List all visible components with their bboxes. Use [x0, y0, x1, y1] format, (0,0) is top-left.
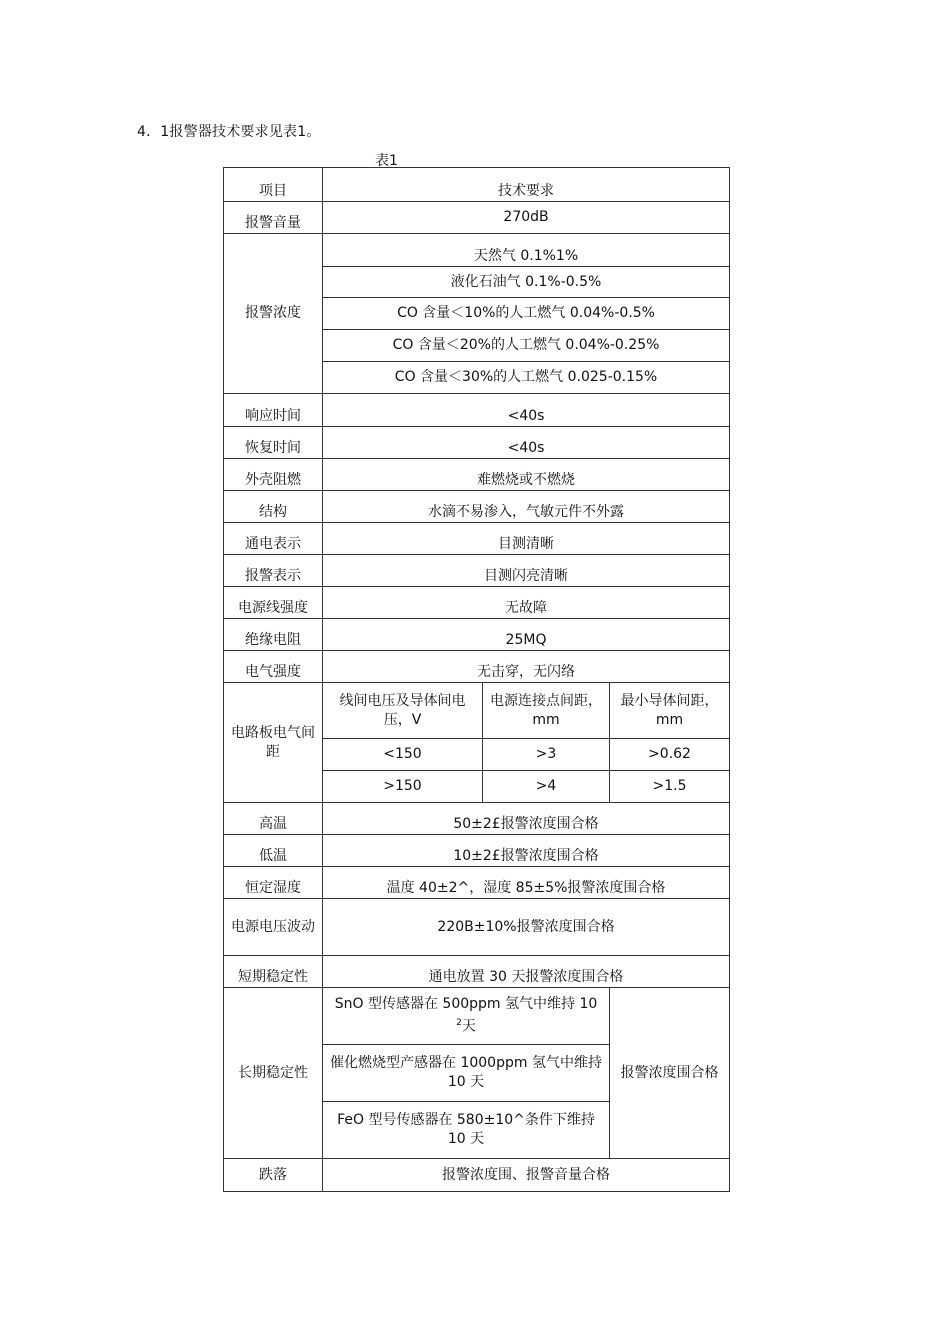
row-label: 低温: [224, 835, 323, 867]
table-row: [224, 988, 730, 1045]
long-term-condition: [323, 988, 610, 1045]
row-value: 温度 40±2^，湿度 85±5%报警浓度围合格: [323, 867, 730, 899]
table-row: [224, 523, 730, 555]
circuit-header: 电源连接点间距，mm: [483, 683, 610, 739]
table-row: [224, 619, 730, 651]
condition-text: SnO 型传感器在 500ppm 氢气中维持 10: [334, 996, 598, 1013]
row-value: CO 含量＜10%的人工燃气 0.04%-0.5%: [323, 298, 730, 330]
circuit-cell: <150: [323, 739, 483, 771]
row-label: 电气强度: [224, 651, 323, 683]
circuit-header: 最小导体间距，mm: [610, 683, 730, 739]
superscript: 2: [456, 1018, 462, 1029]
row-label: 结构: [224, 491, 323, 523]
row-value: 无击穿，无闪络: [323, 651, 730, 683]
header-item: 项目: [224, 168, 323, 202]
circuit-cell: >150: [323, 771, 483, 803]
row-value: 目测清晰: [323, 523, 730, 555]
table-row: [224, 234, 730, 267]
row-value: 天然气 0.1%1%: [323, 234, 730, 267]
row-value: 难燃烧或不燃烧: [323, 459, 730, 491]
condition-tail: 天: [461, 1018, 476, 1035]
row-value: CO 含量＜20%的人工燃气 0.04%-0.25%: [323, 330, 730, 362]
table-row: [224, 803, 730, 835]
table-row: [224, 202, 730, 234]
table-caption: 表1: [375, 153, 398, 169]
row-value: 25MQ: [323, 619, 730, 651]
row-label: 响应时间: [224, 394, 323, 427]
table-row: [224, 867, 730, 899]
table-row: [224, 683, 730, 739]
row-value: 通电放置 30 天报警浓度围合格: [323, 956, 730, 988]
row-value: 10±2£报警浓度围合格: [323, 835, 730, 867]
row-value: <40s: [323, 427, 730, 459]
table-row: [224, 459, 730, 491]
row-value: 报警浓度围、报警音量合格: [323, 1159, 730, 1192]
circuit-header: 线间电压及导体间电压，V: [323, 683, 483, 739]
table-row: [224, 835, 730, 867]
row-value: CO 含量＜30%的人工燃气 0.025-0.15%: [323, 362, 730, 394]
table-row: [224, 956, 730, 988]
row-value: 液化石油气 0.1%-0.5%: [323, 267, 730, 298]
row-value: 50±2£报警浓度围合格: [323, 803, 730, 835]
table-row: [224, 1159, 730, 1192]
row-value: 无故障: [323, 587, 730, 619]
row-label: 通电表示: [224, 523, 323, 555]
row-label: 电源线强度: [224, 587, 323, 619]
row-label: 电路板电气间距: [224, 683, 323, 803]
row-value: 水滴不易渗入，气敏元件不外露: [323, 491, 730, 523]
table-row: [224, 491, 730, 523]
table-row: [224, 394, 730, 427]
circuit-cell: >4: [483, 771, 610, 803]
row-label: 绝缘电阻: [224, 619, 323, 651]
row-label: 报警浓度: [224, 234, 323, 394]
row-label: 电源电压波动: [224, 899, 323, 956]
row-value: <40s: [323, 394, 730, 427]
row-label: 恒定湿度: [224, 867, 323, 899]
row-label: 报警音量: [224, 202, 323, 234]
table-row: [224, 651, 730, 683]
header-requirement: 技术要求: [323, 168, 730, 202]
row-label: 恢复时间: [224, 427, 323, 459]
table-row: [224, 587, 730, 619]
table-header-row: [224, 168, 730, 202]
row-label: 报警表示: [224, 555, 323, 587]
table-row: [224, 899, 730, 956]
row-value: 270dB: [323, 202, 730, 234]
circuit-cell: >0.62: [610, 739, 730, 771]
intro-text: 4．1报警器技术要求见表1。: [137, 124, 321, 140]
row-label: 外壳阻燃: [224, 459, 323, 491]
long-term-result: 报警浓度围合格: [610, 988, 730, 1159]
long-term-condition: FeO 型号传感器在 580±10^条件下维持 10 天: [323, 1102, 610, 1159]
circuit-cell: >1.5: [610, 771, 730, 803]
long-term-condition: 催化燃烧型产感器在 1000ppm 氢气中维持 10 天: [323, 1045, 610, 1102]
table-row: [224, 555, 730, 587]
table-row: [224, 427, 730, 459]
row-value: 目测闪亮清晰: [323, 555, 730, 587]
row-label: 高温: [224, 803, 323, 835]
row-label: 长期稳定性: [224, 988, 323, 1159]
spec-table: [223, 167, 730, 1192]
circuit-cell: >3: [483, 739, 610, 771]
row-label: 短期稳定性: [224, 956, 323, 988]
row-value: 220B±10%报警浓度围合格: [323, 899, 730, 956]
row-label: 跌落: [224, 1159, 323, 1192]
